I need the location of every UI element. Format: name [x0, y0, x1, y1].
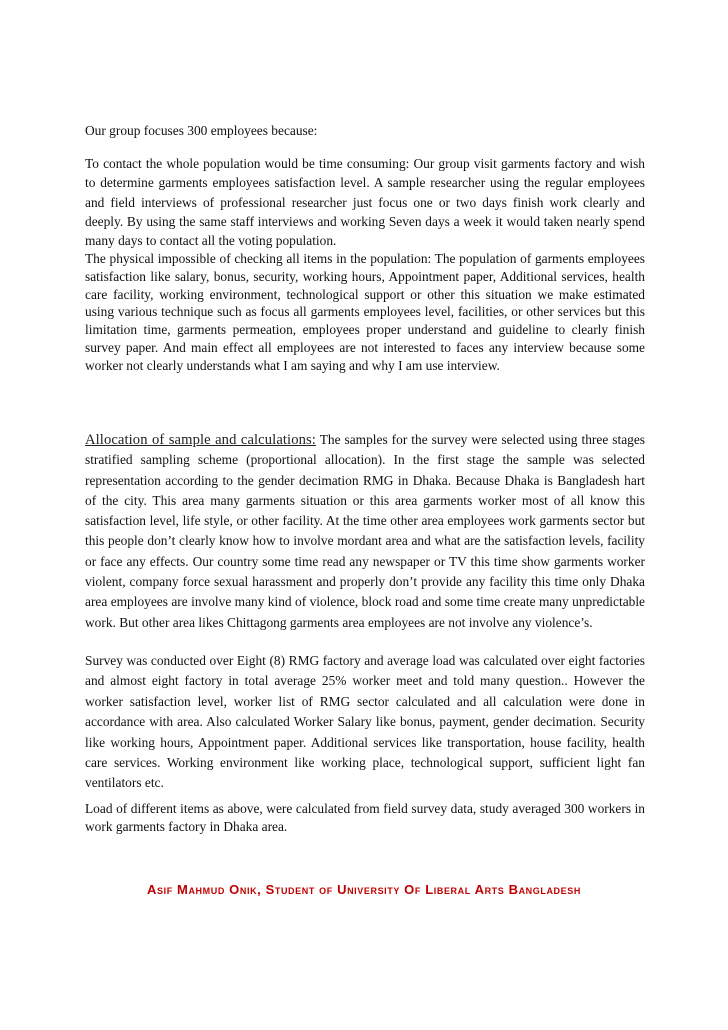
allocation-body: The samples for the survey were selected using three stages stratified sampling scheme (proportional allocation). In the first stage the sample was selected representation according to the gender decimation RMG in Dhaka. Because Dhaka is Bangladesh hart of the city. This area many garments situation or this area garments worker most of all know this satisfaction level, life style, or other facility. At the time other area employees work garments sector but this people don’t clearly know how to involve mordant area and what are the satisfaction levels, facility or face any effects. Our country some time read any newspaper or TV this time show garments worker violent, company force sexual harassment and properly don’t provide any facility this time only Dhaka area employees are involve many kind of violence, block road and some time create many unpredictable work. But other area likes Chittagong garments area employees are not involve any violence’s. [85, 432, 645, 630]
paragraph-intro: Our group focuses 300 employees because: [85, 123, 318, 138]
paragraph-allocation [85, 430, 645, 633]
paragraph-time-consuming: To contact the whole population would be time consuming: Our group visit garments factory and wish to determine garments employees satisfaction level. A sample researcher using the regular employees and field interviews of professional researcher just focus one or two days finish work clearly and deeply. By using the same staff interviews and working Seven days a week it would taken nearly spend many days to contact all the voting population. [85, 156, 645, 249]
page-footer: Asif Mahmud Onik, Student of University Of Liberal Arts Bangladesh [147, 882, 581, 897]
paragraph-survey: Survey was conducted over Eight (8) RMG factory and average load was calculated over eight factories and almost eight factory in total average 25% worker meet and told many question.. However the worker satisfaction level, worker list of RMG sector calculated and all calculation were done in accordance with area. Also calculated Worker Salary like bonus, payment, gender decimation. Security like working hours, Appointment paper. Additional services like transportation, house facility, health care services. Working environment like working place, technological support, sufficient light fan ventilators etc. [85, 653, 645, 791]
section-heading-allocation: Allocation of sample and calculations: [85, 432, 316, 448]
paragraph-physical-impossible: The physical impossible of checking all items in the population: The population of garments employees satisfaction like salary, bonus, security, working hours, Appointment paper, Additional services, health care facility, working environment, technological support or other this situation we make estimated using various technique such as focus all garments employees level, facilities, or other services but this limitation time, garments permeation, employees proper understand and guideline to clearly finish survey paper. And main effect all employees are not interested to faces any interview because some worker not clearly understands what I am saying and why I am use interview. [85, 251, 645, 373]
paragraph-load: Load of different items as above, were calculated from field survey data, study averaged 300 workers in work garments factory in Dhaka area. [85, 801, 645, 835]
